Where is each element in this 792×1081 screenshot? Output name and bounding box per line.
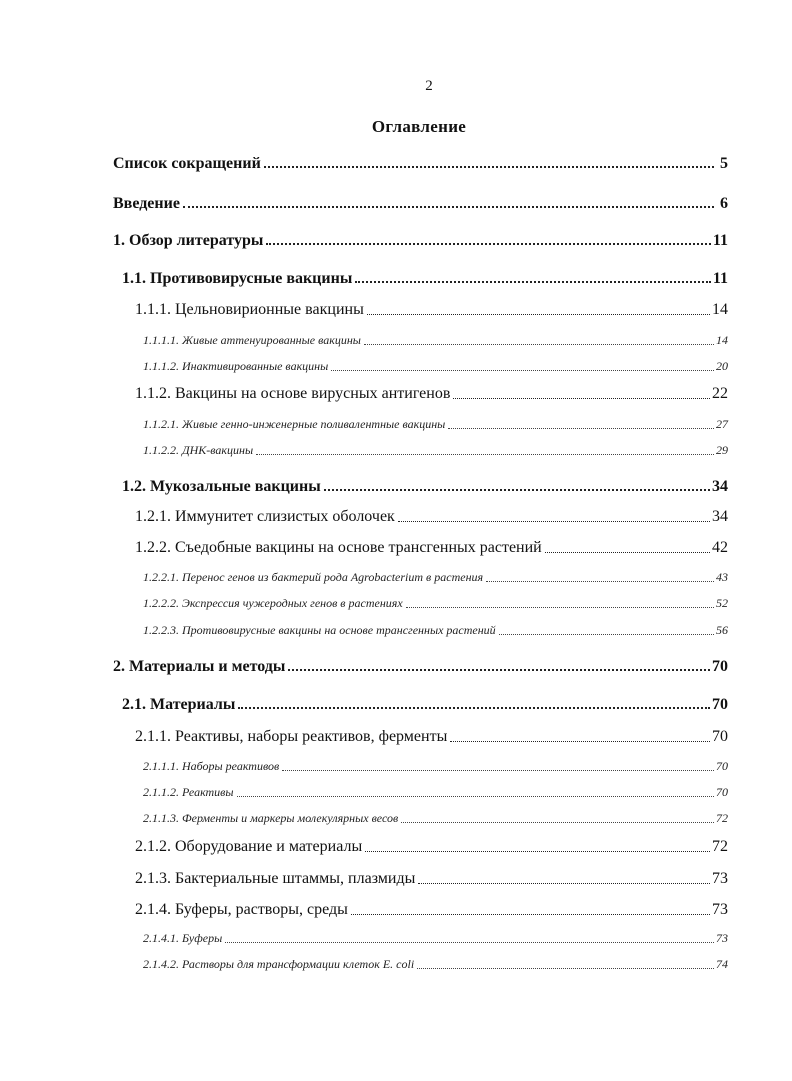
toc-entry-page: 52 [716,596,728,610]
toc-entry-page: 70 [712,658,728,675]
toc-entry-label: 1.1.1.1. Живые аттенуированные вакцины [143,333,361,347]
toc-entry[interactable] [122,270,728,288]
toc-entry-page: 72 [716,811,728,825]
toc-entry-page: 56 [716,623,728,637]
toc-entry[interactable] [113,195,728,213]
leader-dots [499,633,714,635]
toc-entry[interactable] [143,811,728,826]
toc-entry-page: 74 [716,957,728,971]
toc-entry[interactable] [113,658,728,676]
toc-entry-label: 1.1.2.2. ДНК-вакцины [143,443,254,457]
toc-entry[interactable] [135,508,728,526]
toc-entry-label: 2.1.4.1. Буферы [143,931,223,945]
leader-dots [418,882,710,884]
toc-entry[interactable] [143,417,728,432]
leader-dots [331,369,714,371]
toc-entry[interactable] [143,931,728,946]
page-number: 2 [425,78,433,94]
toc-entry[interactable] [135,838,728,856]
toc-entry[interactable] [143,333,728,348]
leader-dots [288,668,710,671]
leader-dots [256,453,714,455]
leader-dots [448,427,714,429]
toc-entry[interactable] [143,570,728,585]
leader-dots [324,488,710,491]
leader-dots [183,205,714,208]
toc-entry-page: 11 [712,232,728,249]
toc-entry[interactable] [122,478,728,496]
toc-entry-page: 5 [720,155,728,172]
toc-entry-page: 14 [716,333,728,347]
leader-dots [417,967,714,969]
toc-entry-label: 2.1.4. Буферы, растворы, среды [135,901,348,918]
leader-dots [351,913,710,915]
toc-entry-label: 1.1.1.2. Инактивированные вакцины [143,359,329,373]
toc-entry-page: 42 [712,539,728,556]
toc-entry-page: 14 [712,301,728,318]
toc-entry-page: 73 [712,870,728,887]
leader-dots [450,740,710,742]
toc-entry-label: 1.1. Противовирусные вакцины [122,270,353,287]
leader-dots [364,343,714,345]
toc-entry-page: 70 [712,728,728,745]
toc-entry-page: 20 [716,359,728,373]
toc-entry-page: 43 [716,570,728,584]
toc-entry[interactable] [143,443,728,458]
toc-entry[interactable] [122,696,728,714]
leader-dots [266,242,711,245]
toc-entry-label: 1.1.2. Вакцины на основе вирусных антигенов [135,385,451,402]
toc-entry[interactable] [135,539,728,557]
toc-entry-label: 2.1.1.3. Ферменты и маркеры молекулярных весов [143,811,399,825]
toc-entry-label: Введение [113,195,180,212]
toc-entry-label: 1.2. Мукозальные вакцины [122,478,321,495]
toc-entry[interactable] [143,957,728,972]
toc-entry-page: 73 [712,901,728,918]
toc-entry-label: 2. Материалы и методы [113,658,286,675]
toc-entry[interactable] [113,232,728,250]
toc-entry[interactable] [135,901,728,919]
leader-dots [282,769,714,771]
toc-entry-page: 11 [712,270,728,287]
toc-entry-page: 34 [712,478,728,495]
leader-dots [237,795,714,797]
leader-dots [401,821,714,823]
toc-entry-label: 2.1.3. Бактериальные штаммы, плазмиды [135,870,416,887]
toc-entry-label: 1.1.2.1. Живые генно-инженерные поливалентные вакцины [143,417,446,431]
toc-entry-label: 2.1. Материалы [122,696,236,713]
toc-entry[interactable] [143,359,728,374]
toc-entry[interactable] [113,155,728,173]
toc-entry-page: 6 [720,195,728,212]
toc-entry-page: 27 [716,417,728,431]
toc-entry-label: 1.2.2.3. Противовирусные вакцины на основе трансгенных растений [143,623,496,637]
toc-entry-page: 22 [712,385,728,402]
leader-dots [486,580,714,582]
toc-entry[interactable] [135,385,728,403]
leader-dots [365,850,710,852]
toc-entry[interactable] [143,785,728,800]
toc-entry-page: 73 [716,931,728,945]
toc-entry-page: 34 [712,508,728,525]
toc-entry-label: 2.1.4.2. Растворы для трансформации клеток E. coli [143,957,415,971]
leader-dots [398,520,710,522]
toc-entry[interactable] [143,596,728,611]
toc-entry-page: 29 [716,443,728,457]
toc-entry-label: 2.1.1.1. Наборы реактивов [143,759,280,773]
toc-entry-page: 70 [712,696,728,713]
toc-entry[interactable] [135,870,728,888]
toc-entry-label: 2.1.2. Оборудование и материалы [135,838,363,855]
leader-dots [355,280,711,283]
toc-entry-page: 70 [716,785,728,799]
toc-entry-label: 1.2.2.1. Перенос генов из бактерий рода Agrobacterium в растения [143,570,484,584]
leader-dots [367,313,710,315]
toc-entry-page: 72 [712,838,728,855]
toc-entry-label: 2.1.1. Реактивы, наборы реактивов, ферменты [135,728,448,745]
toc-entry-label: 1. Обзор литературы [113,232,264,249]
toc-entry-label: 1.2.2.2. Экспрессия чужеродных генов в растениях [143,596,403,610]
leader-dots [406,606,714,608]
toc-entry[interactable] [135,728,728,746]
leader-dots [225,941,714,943]
toc-entry-label: 1.2.1. Иммунитет слизистых оболочек [135,508,395,525]
leader-dots [264,165,714,168]
toc-entry-label: Список сокращений [113,155,261,172]
toc-entry-page: 70 [716,759,728,773]
toc-entry-label: 1.2.2. Съедобные вакцины на основе трансгенных растений [135,539,542,556]
leader-dots [238,706,710,709]
toc-entry-label: 2.1.1.2. Реактивы [143,785,234,799]
toc-entry[interactable] [143,623,728,638]
leader-dots [545,551,710,553]
toc-entry[interactable] [143,759,728,774]
toc-title: Оглавление [371,117,467,136]
toc-entry-label: 1.1.1. Цельновирионные вакцины [135,301,364,318]
toc-entry[interactable] [135,301,728,319]
leader-dots [453,397,710,399]
